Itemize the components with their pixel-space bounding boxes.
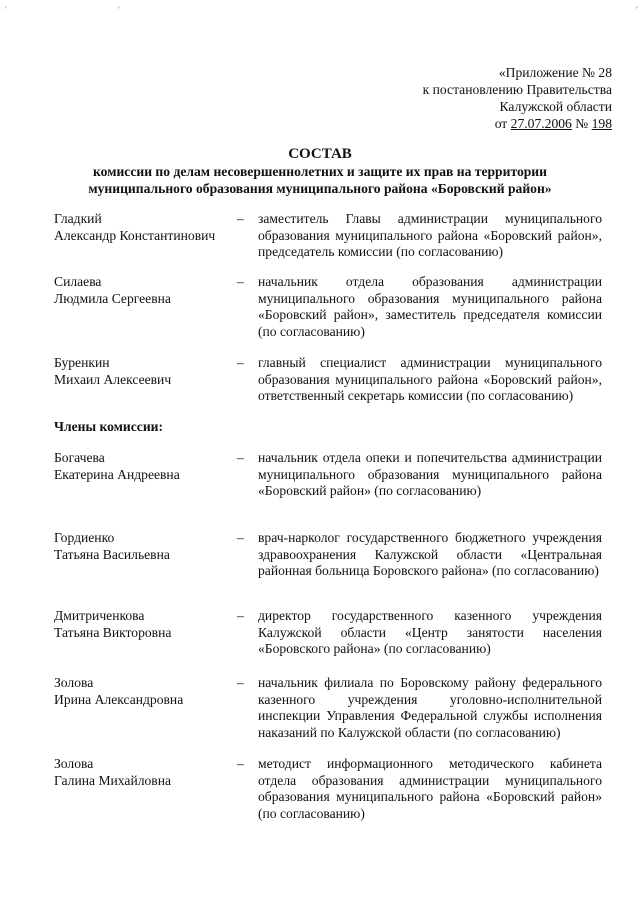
person-given-names: Михаил Алексеевич	[54, 371, 172, 387]
person-given-names: Ирина Александровна	[54, 691, 184, 707]
person-role: директор государственного казенного учреждения Калужской области «Центр занятости населения «Боровского района» (по согласованию)	[258, 608, 602, 656]
person-given-names: Екатерина Андреевна	[54, 466, 180, 482]
appendix-line-2: к постановлению Правительства	[422, 82, 612, 97]
document-subtitle-line-2: муниципального образования муниципального района «Боровский район»	[88, 181, 552, 196]
dash-separator: –	[237, 450, 244, 465]
person-role: методист информационного методического кабинета отдела образования администрации муниципального образования муниципального района «Боровский район» (по согласованию)	[258, 756, 602, 821]
person-name	[54, 211, 239, 244]
person-name	[54, 756, 239, 789]
person-role: начальник отдела опеки и попечительства администрации муниципального образования муниципального района «Боровский район» (по согласованию)	[258, 450, 602, 498]
person-given-names: Татьяна Васильевна	[54, 546, 170, 562]
person-surname: Буренкин	[54, 355, 110, 370]
person-name	[54, 530, 239, 563]
dash-separator: –	[237, 530, 244, 545]
person-name	[54, 355, 239, 388]
appendix-line-4	[352, 115, 612, 132]
dash-separator: –	[237, 274, 244, 289]
person-name	[54, 450, 239, 483]
person-role: начальник отдела образования администрации муниципального образования муниципального района «Боровский район», заместитель председателя комиссии (по согласованию)	[258, 274, 602, 339]
person-surname: Гордиенко	[54, 530, 115, 545]
person-role: заместитель Главы администрации муниципального образования муниципального района «Боровский район», председатель комиссии (по согласованию)	[258, 211, 602, 259]
person-surname: Дмитриченкова	[54, 608, 145, 623]
person-given-names: Людмила Сергеевна	[54, 290, 171, 306]
document-subtitle-line-1: комиссии по делам несовершеннолетних и защите их прав на территории	[93, 164, 547, 179]
dash-separator: –	[237, 211, 244, 226]
dash-separator: –	[237, 675, 244, 690]
person-surname: Золова	[54, 675, 94, 690]
person-surname: Богачева	[54, 450, 105, 465]
dash-separator: –	[237, 355, 244, 370]
person-given-names: Александр Константинович	[54, 227, 216, 243]
appendix-number: 198	[591, 116, 612, 131]
dash-separator: –	[237, 756, 244, 771]
person-given-names: Татьяна Викторовна	[54, 624, 172, 640]
dash-separator: –	[237, 608, 244, 623]
members-heading: Члены комиссии:	[54, 419, 164, 434]
appendix-line-1: «Приложение № 28	[498, 65, 612, 80]
scan-mark: '	[118, 5, 120, 15]
document-title: СОСТАВ	[288, 146, 352, 162]
person-surname: Гладкий	[54, 211, 102, 226]
person-name	[54, 675, 239, 708]
person-surname: Силаева	[54, 274, 102, 289]
appendix-number-prefix: №	[571, 116, 592, 131]
person-name	[54, 608, 239, 641]
person-surname: Золова	[54, 756, 94, 771]
appendix-line-3: Калужской области	[499, 99, 612, 114]
appendix-date-prefix: от	[494, 116, 511, 131]
appendix-reference	[352, 64, 612, 132]
appendix-date: 27.07.2006	[510, 116, 572, 131]
person-given-names: Галина Михайловна	[54, 772, 172, 788]
person-name	[54, 274, 239, 307]
person-role: начальник филиала по Боровскому району федерального казенного учреждения уголовно-исполнительной инспекции Управления Федеральной службы исполнения наказаний по Калужской области (по согласованию)	[258, 675, 602, 740]
scan-mark: '	[5, 5, 7, 15]
scan-mark: '	[636, 5, 638, 15]
person-role: главный специалист администрации муниципального образования муниципального района «Боровский район», ответственный секретарь комиссии (по согласованию)	[258, 355, 602, 403]
person-role: врач-нарколог государственного бюджетного учреждения здравоохранения Калужской области «Центральная районная больница Боровского района» (по согласованию)	[258, 530, 602, 578]
